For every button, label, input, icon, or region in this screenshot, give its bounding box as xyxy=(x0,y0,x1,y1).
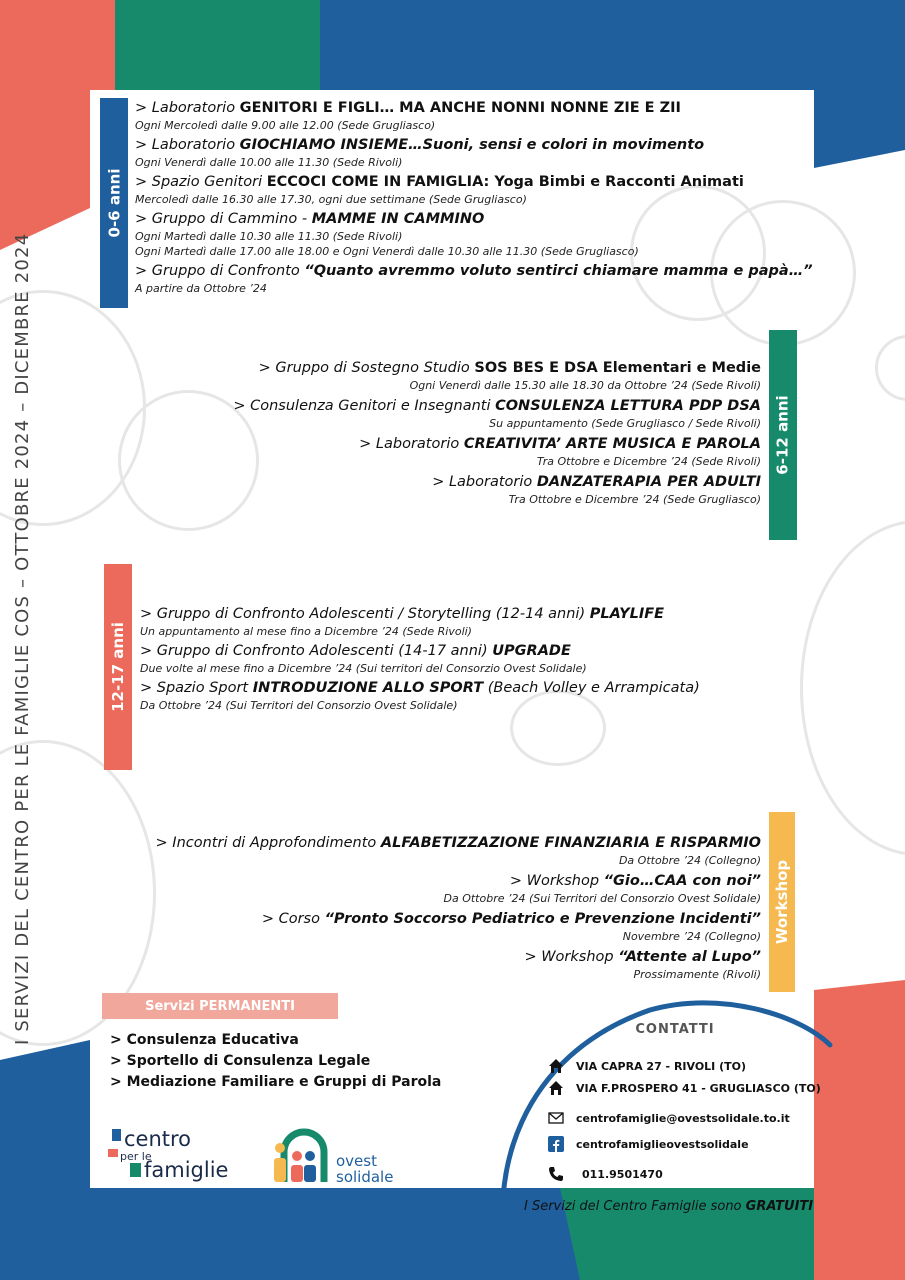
contact-email[interactable]: centrofamiglie@ovestsolidale.to.it xyxy=(548,1110,790,1126)
footer-note: I Servizi del Centro Famiglie sono GRATUITI xyxy=(524,1199,814,1214)
phone-icon xyxy=(548,1166,564,1182)
activity-item: > Laboratorio CREATIVITA’ ARTE MUSICA E PAROLA Tra Ottobre e Dicembre ’24 (Sede Rivoli) xyxy=(359,436,761,468)
home-icon xyxy=(548,1080,564,1096)
ovest-logo-graphic xyxy=(270,1128,415,1186)
logo-text-centro: centro xyxy=(124,1127,192,1151)
permanent-services-list xyxy=(110,1030,441,1093)
activity-item: > Gruppo di Cammino - MAMME IN CAMMINO Ogni Martedì dalle 10.30 alle 11.30 (Sede Rivoli) Ogni Martedì dalle 17.00 alle 18.00 e Ogni Venerdì dalle 10.30 alle 11.30 (Sede Grugliasco) xyxy=(135,211,639,258)
tag-0-6: 0-6 anni xyxy=(100,98,128,308)
activity-item: > Corso “Pronto Soccorso Pediatrico e Prevenzione Incidenti” Novembre ’24 (Collegno) xyxy=(261,911,761,943)
activity-item: > Gruppo di Confronto Adolescenti (14-17 anni) UPGRADE Due volte al mese fino a Dicembre ’24 (Sui territori del Consorzio Ovest Solidale) xyxy=(140,643,587,675)
logo-text-solidale: solidale xyxy=(336,1168,394,1186)
contact-address-2: VIA F.PROSPERO 41 - GRUGLIASCO (TO) xyxy=(548,1080,821,1096)
tag-12-17: 12-17 anni xyxy=(104,564,132,770)
activity-item: > Laboratorio DANZATERAPIA PER ADULTI Tra Ottobre e Dicembre ’24 (Sede Grugliasco) xyxy=(432,474,761,506)
tag-6-12: 6-12 anni xyxy=(769,330,797,540)
list-item: > Sportello di Consulenza Legale xyxy=(110,1053,371,1069)
mail-icon xyxy=(548,1110,564,1126)
section-workshop xyxy=(156,834,761,982)
logo-text-per-le: per le xyxy=(120,1150,152,1163)
home-icon xyxy=(548,1058,564,1074)
ovest-solidale-logo xyxy=(270,1128,415,1190)
logo-text-famiglie: famiglie xyxy=(144,1158,229,1182)
facebook-icon xyxy=(548,1136,564,1152)
section-0-6 xyxy=(135,99,813,296)
contacts-title: CONTATTI xyxy=(635,1022,715,1037)
list-item: > Mediazione Familiare e Gruppi di Parola xyxy=(110,1074,442,1090)
contact-facebook[interactable]: centrofamiglieovestsolidale xyxy=(548,1136,749,1152)
activity-item: > Workshop “Attente al Lupo” Prossimamente (Rivoli) xyxy=(524,949,761,981)
centro-per-le-famiglie-logo xyxy=(108,1125,258,1189)
contact-phone[interactable]: 011.9501470 xyxy=(548,1166,663,1182)
activity-item: > Consulenza Genitori e Insegnanti CONSULENZA LETTURA PDP DSA Su appuntamento (Sede Grugliasco / Sede Rivoli) xyxy=(233,398,761,430)
centro-logo-graphic xyxy=(108,1125,258,1185)
activity-item: > Spazio Genitori ECCOCI COME IN FAMIGLIA: Yoga Bimbi e Racconti Animati Mercoledì dalle 16.30 alle 17.30, ogni due settimane (Sede Grugliasco) xyxy=(135,174,744,206)
activity-item: > Laboratorio GENITORI E FIGLI… MA ANCHE NONNI NONNE ZIE E ZII Ogni Mercoledì dalle 9.00 alle 12.00 (Sede Grugliasco) xyxy=(135,100,681,132)
activity-item: > Workshop “Gio…CAA con noi” Da Ottobre ’24 (Sui Territori del Consorzio Ovest Solidale) xyxy=(443,873,761,905)
tag-workshop: Workshop xyxy=(769,812,795,992)
activity-item: > Gruppo di Sostegno Studio SOS BES E DSA Elementari e Medie Ogni Venerdì dalle 15.30 alle 18.30 da Ottobre ’24 (Sede Rivoli) xyxy=(258,360,761,392)
list-item: > Consulenza Educativa xyxy=(110,1032,299,1048)
logo-text-ovest: ovest xyxy=(336,1152,377,1170)
activity-item: > Spazio Sport INTRODUZIONE ALLO SPORT (Beach Volley e Arrampicata) Da Ottobre ’24 (Sui Territori del Consorzio Ovest Solidale) xyxy=(140,680,700,712)
permanent-services-title: Servizi PERMANENTI xyxy=(102,993,338,1019)
activity-item: > Laboratorio GIOCHIAMO INSIEME…Suoni, sensi e colori in movimento Ogni Venerdì dalle 10.00 alle 11.30 (Sede Rivoli) xyxy=(135,137,705,169)
activity-item: > Incontri di Approfondimento ALFABETIZZAZIONE FINANZIARIA E RISPARMIO Da Ottobre ’24 (Collegno) xyxy=(155,835,761,867)
section-6-12 xyxy=(233,359,761,507)
section-12-17 xyxy=(140,605,700,713)
activity-item: > Gruppo di Confronto Adolescenti / Storytelling (12-14 anni) PLAYLIFE Un appuntamento al mese fino a Dicembre ’24 (Sede Rivoli) xyxy=(140,606,665,638)
vertical-title: I SERVIZI DEL CENTRO PER LE FAMIGLIE COS – OTTOBRE 2024 – DICEMBRE 2024 xyxy=(12,232,33,1045)
contact-address-1: VIA CAPRA 27 - RIVOLI (TO) xyxy=(548,1058,746,1074)
activity-item: > Gruppo di Confronto “Quanto avremmo voluto sentirci chiamare mamma e papà…” A partire da Ottobre ’24 xyxy=(135,263,813,295)
